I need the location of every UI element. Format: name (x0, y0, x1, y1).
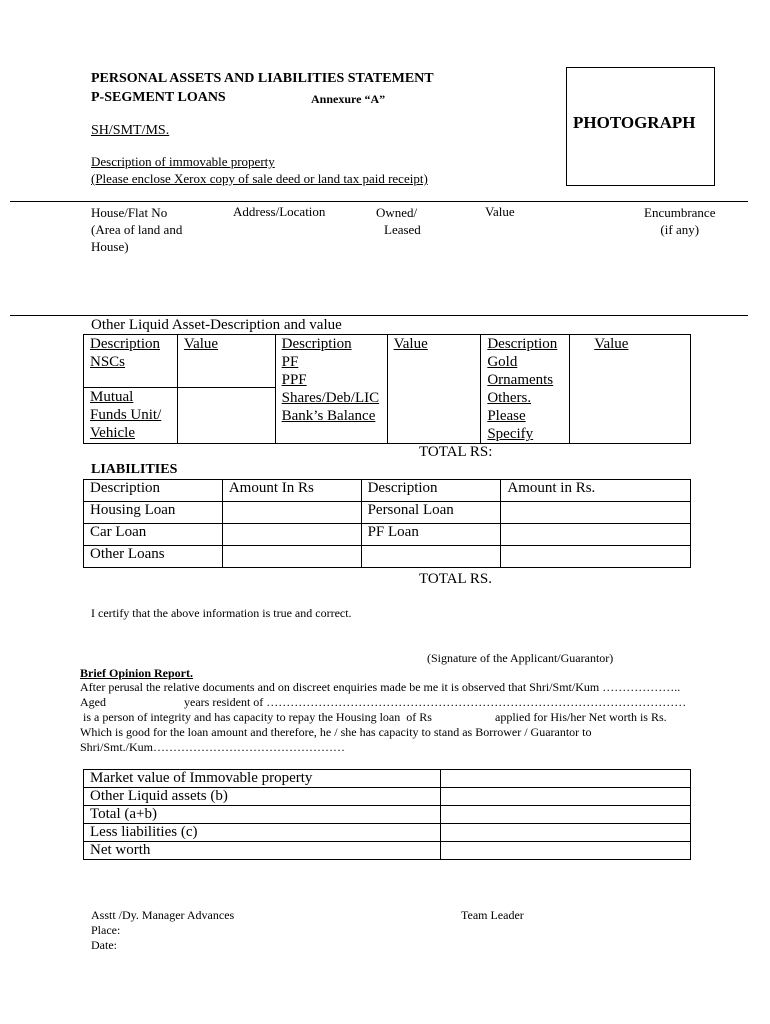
col-owned (376, 204, 421, 238)
networth-table (83, 769, 691, 860)
liab-header: Amount In Rs (222, 480, 361, 502)
liquid-col-header: Value (594, 336, 629, 352)
liquid-item-pf: PF (281, 354, 299, 370)
liquid-item-others: Others. (487, 390, 532, 406)
liab-amount-cell[interactable] (222, 524, 361, 546)
col-address: Address/Location (233, 204, 326, 219)
liquid-value-cell[interactable] (387, 335, 481, 444)
liab-amount-cell[interactable] (222, 546, 361, 568)
liquid-item-mutual: Funds Unit/ (90, 407, 162, 424)
liquid-total: TOTAL RS: (419, 444, 493, 460)
liabilities-heading: LIABILITIES (91, 462, 178, 477)
liquid-item-shares: Shares/Deb/LIC (281, 390, 380, 406)
annexure-label: Annexure “A” (311, 92, 386, 106)
date-field[interactable]: Date: (91, 938, 117, 952)
liab-label: Personal Loan (361, 502, 501, 524)
liquid-value-cell[interactable] (177, 388, 275, 444)
immovable-heading: Description of immovable property (91, 154, 275, 169)
liab-label: Other Loans (84, 546, 223, 568)
place-field[interactable]: Place: (91, 923, 121, 937)
networth-label: Less liabilities (c) (84, 824, 441, 842)
liquid-item-mutual: Mutual (90, 389, 134, 406)
col-house-line: House/Flat No (91, 205, 168, 220)
col-enc-line: Encumbrance (644, 205, 716, 220)
opinion-resident: years resident of …………………………………………………………………………………………… (184, 695, 687, 709)
networth-value-cell[interactable] (441, 842, 691, 860)
liquid-cell (275, 335, 387, 444)
networth-value-cell[interactable] (441, 824, 691, 842)
liquid-value-cell[interactable] (177, 335, 275, 388)
liabilities-total: TOTAL RS. (419, 571, 492, 587)
liab-amount-cell[interactable] (501, 502, 691, 524)
liquid-col-header: Value (393, 336, 428, 352)
col-encumbrance (644, 204, 715, 238)
liquid-heading: Other Liquid Asset-Description and value (91, 317, 342, 333)
networth-value-cell[interactable] (441, 788, 691, 806)
col-house-line: House) (91, 239, 129, 254)
liquid-col-header: Description (90, 336, 160, 352)
col-value: Value (485, 204, 515, 219)
col-house-line: (Area of land and (91, 222, 183, 237)
form-subtitle: P-SEGMENT LOANS (91, 90, 226, 105)
liquid-col-header: Value (183, 336, 219, 352)
liab-label: PF Loan (361, 524, 501, 546)
signature-label[interactable]: (Signature of the Applicant/Guarantor) (427, 651, 614, 665)
networth-label: Total (a+b) (84, 806, 441, 824)
opinion-aged: Aged (80, 695, 106, 709)
liquid-value-cell[interactable] (570, 335, 691, 444)
liab-header: Description (84, 480, 223, 502)
liquid-col-header: Description (487, 336, 558, 352)
divider-top (10, 201, 748, 202)
liab-amount-cell[interactable] (501, 524, 691, 546)
liquid-item-ppf: PPF (281, 372, 307, 388)
networth-label: Net worth (84, 842, 441, 860)
opinion-heading: Brief Opinion Report. (80, 666, 193, 680)
col-owned-line: Owned/ (376, 205, 418, 220)
form-title: PERSONAL ASSETS AND LIABILITIES STATEMENT (91, 71, 434, 86)
liquid-item-gold: Gold (487, 354, 518, 370)
liquid-item-specify: Specify (487, 426, 534, 442)
liabilities-table (83, 479, 691, 568)
photograph-label: PHOTOGRAPH (573, 113, 696, 132)
liquid-item-mutual: Vehicle (90, 425, 135, 442)
liquid-item-please: Please (487, 408, 526, 424)
col-enc-line: (if any) (660, 222, 700, 237)
liquid-item-ornaments: Ornaments (487, 372, 554, 388)
liab-amount-cell[interactable] (222, 502, 361, 524)
networth-label: Market value of Immovable property (84, 770, 441, 788)
photograph-box[interactable] (566, 67, 715, 186)
manager-label: Asstt /Dy. Manager Advances (91, 908, 235, 922)
opinion-line: is a person of integrity and has capacity to repay the Housing loan of Rs (80, 710, 432, 724)
liquid-cell (84, 335, 178, 388)
liab-header: Amount in Rs. (501, 480, 691, 502)
team-leader-label: Team Leader (461, 908, 524, 922)
liab-label: Housing Loan (84, 502, 223, 524)
opinion-line: Shri/Smt./Kum………………………………………… (80, 740, 346, 754)
opinion-line: Which is good for the loan amount and therefore, he / she has capacity to stand as Borrower / Guarantor to (80, 725, 592, 739)
liab-label: Car Loan (84, 524, 223, 546)
liquid-assets-table (83, 334, 691, 444)
liab-amount-cell[interactable] (361, 546, 501, 568)
col-house (91, 204, 182, 255)
liquid-item-nscs: NSCs (90, 354, 126, 370)
col-owned-line: Leased (384, 222, 421, 237)
networth-value-cell[interactable] (441, 806, 691, 824)
opinion-line: applied for His/her Net worth is Rs. (495, 710, 667, 724)
networth-value-cell[interactable] (441, 770, 691, 788)
immovable-note: (Please enclose Xerox copy of sale deed or land tax paid receipt) (91, 171, 428, 186)
liab-header: Description (361, 480, 501, 502)
liab-amount-cell[interactable] (501, 546, 691, 568)
liquid-col-header: Description (281, 336, 352, 352)
divider-middle (10, 315, 748, 316)
certification-text: I certify that the above information is true and correct. (91, 606, 352, 620)
liquid-item-bank: Bank’s Balance (281, 408, 376, 424)
networth-label: Other Liquid assets (b) (84, 788, 441, 806)
footer-left (91, 908, 234, 953)
opinion-line: After perusal the relative documents and on discreet enquiries made be me it is observed that Shri/Smt/Kum ……………….. (80, 680, 681, 694)
liquid-cell (84, 388, 178, 444)
salutation-field[interactable]: SH/SMT/MS. (91, 123, 170, 138)
liquid-cell (481, 335, 570, 444)
